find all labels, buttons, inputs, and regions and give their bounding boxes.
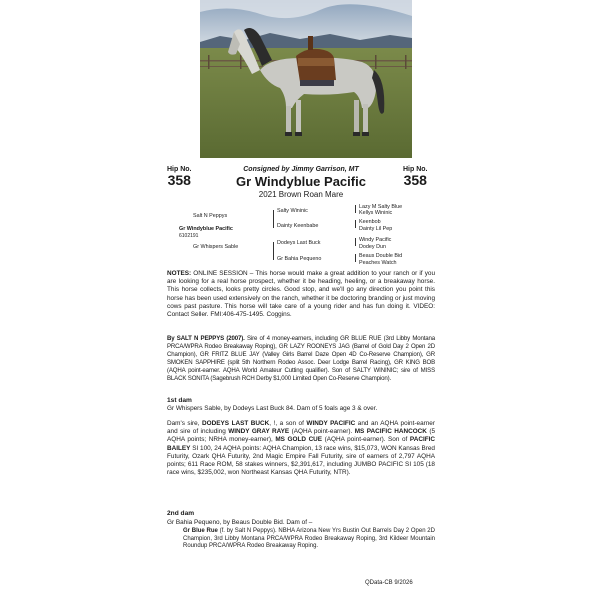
catalog-page: [165, 0, 437, 600]
footer-code: QData-CB 9/2026: [365, 580, 413, 586]
first-dam-text: Gr Whispers Sable, by Dodeys Last Buck 84. Dam of 5 foals age 3 & over.: [167, 405, 378, 412]
pedigree-sire-dam: Dainty Keenbabe: [277, 223, 319, 229]
dams-sire-text: (AQHA point-earner).: [289, 428, 355, 436]
hip-number: 358: [167, 172, 191, 188]
grandsire-name: PACIFIC BAILEY: [167, 436, 436, 452]
produce-name: Gr Blue Rue: [183, 528, 218, 534]
hip-label: Hip No.: [403, 166, 428, 173]
offspring-name: MS PACIFIC HANCOCK: [354, 428, 427, 436]
hip-number: 358: [403, 172, 427, 188]
pedigree-dd-sire: Beaus Double Bid: [359, 253, 403, 259]
dams-sire-text: (5 AQHA points; NRHA money-earner),: [167, 428, 436, 444]
sire-text: Sire of 4 money-earners, including GR BLUE RUE (3rd Libby Montana PRCA/WPRA Rodeo Breakaway Roping), GR LAZY ROONEYS JAG (Barrel of Gold Day 2 Open 2D Champion), GR FRITZ BLUE JAY (Valley Girls Barrel Daze Open 4D Co-Reserve Champion), GR SMOKEN SAPPHIRE (split 5th Northern Rodeo Assoc. Deer Lodge Barrel Racing), GR KING BOB (AQHA point-earner. AQHA World Amateur Cutting qualifier). Son of SALTY WININIC; sire of MISS BLACK SONITA (Sagebrush RCH Derby $1,000 Limited Open Co-Reserve Champion).: [167, 335, 436, 382]
pedigree-dam-sire: Dodeys Last Buck: [277, 240, 321, 246]
pedigree-sire: Salt N Peppys: [193, 213, 228, 219]
offspring-name: MS GOLD CUE: [275, 436, 323, 444]
pedigree-bracket: [273, 242, 274, 260]
dams-sire-name: DODEYS LAST BUCK: [202, 420, 270, 427]
first-dam-heading: 1st dam: [167, 397, 192, 404]
pedigree-bracket: [355, 254, 356, 262]
consignor-line: Consigned by Jimmy Garrison, MT: [243, 166, 359, 173]
dams-sire-sire-name: WINDY PACIFIC: [306, 420, 356, 427]
pedigree-ds-dam: Dodey Dun: [359, 244, 386, 250]
pedigree-ss-sire: Lazy M Salty Blue: [359, 204, 403, 210]
pedigree-bracket: [355, 205, 356, 213]
second-dam-text: Gr Bahia Pequeno, by Beaus Double Bid. Dam of –: [167, 519, 313, 526]
dams-sire-text: , !, a son of: [269, 420, 307, 427]
horse-photo-image: [200, 0, 412, 158]
notes-label: NOTES:: [167, 270, 192, 277]
horse-name: Gr Windyblue Pacific: [236, 174, 366, 189]
pedigree-bracket: [355, 238, 356, 246]
pedigree-sd-sire: Keenbob: [359, 219, 381, 225]
produce-record: [183, 528, 435, 551]
pedigree-sd-dam: Dainty Lil Pep: [359, 226, 393, 232]
dams-sire-paragraph: [167, 420, 435, 477]
pedigree-reg-no: 6102191: [179, 233, 199, 239]
hip-label: Hip No.: [167, 166, 192, 173]
pedigree-sire-sire: Salty Wininic: [277, 208, 308, 214]
sire-lead: By SALT N PEPPYS (2007).: [167, 335, 245, 342]
pedigree-ds-sire: Windy Pacific: [359, 237, 392, 243]
dams-sire-text: (AQHA point-earner). Son of: [322, 436, 410, 444]
notes-paragraph: [167, 270, 435, 319]
dams-sire-text: Dam's sire,: [167, 420, 203, 427]
horse-description: 2021 Brown Roan Mare: [258, 190, 344, 199]
pedigree-dam: Gr Whispers Sable: [193, 244, 239, 250]
pedigree-ss-dam: Kellys Wininic: [359, 210, 393, 216]
pedigree-dd-dam: Peaches Watch: [359, 260, 397, 266]
second-dam-heading: 2nd dam: [167, 510, 195, 517]
sire-paragraph: [167, 335, 435, 383]
notes-text: ONLINE SESSION – This horse would make a great addition to your ranch or if you are looking for a real horse prospect, whether it be heading, heeling, or a breakaway horse. This horse collects, looks pretty circles. Good stop, and we'll go any direction you point this horse has been used extensively on the ranch, whether it be doctoring branding or just moving cows past pasture. This horse will take care of a young rider and has fun doing it. VIDEO: Contact Seller. FMI:406-475-1495. Coggins.: [167, 270, 435, 319]
dams-sire-text: SI 100, 24 AQHA points: AQHA Champion, 13 race wins, $15,073, WON Kansas Bred Futurity, Ozark QHA Futurity, 2nd Magic Empire Fall Futurity, sire of earners of 2,797 AQHA points; 611 Race ROM, 58 stakes winners, $2,391,617, including JUMBO PACIFIC SI 105 (18 race wins, $235,002, won Northeast Kansas QHA Futurity, NTR).: [167, 444, 435, 477]
pedigree-dam-dam: Gr Bahia Pequeno: [277, 256, 322, 262]
dams-sire-text: and an AQHA point-earner and sire of including: [167, 420, 435, 436]
pedigree-subject: Gr Windyblue Pacific: [179, 226, 233, 232]
pedigree-bracket: [355, 220, 356, 228]
horse-photo: [200, 0, 412, 158]
pedigree-bracket: [273, 210, 274, 228]
produce-text: (f. by Salt N Peppys). NBHA Arizona New Yrs Bustin Out Barrels Day 2 Open 2D Champion, 3rd Libby Montana PRCA/WPRA Rodeo Breakaway Roping, 3rd Kildeer Mountain Roundup PRCA/WPRA Rodeo Breakaway Roping.: [183, 528, 435, 550]
offspring-name: WINDY GRAY RAYE: [228, 428, 290, 436]
